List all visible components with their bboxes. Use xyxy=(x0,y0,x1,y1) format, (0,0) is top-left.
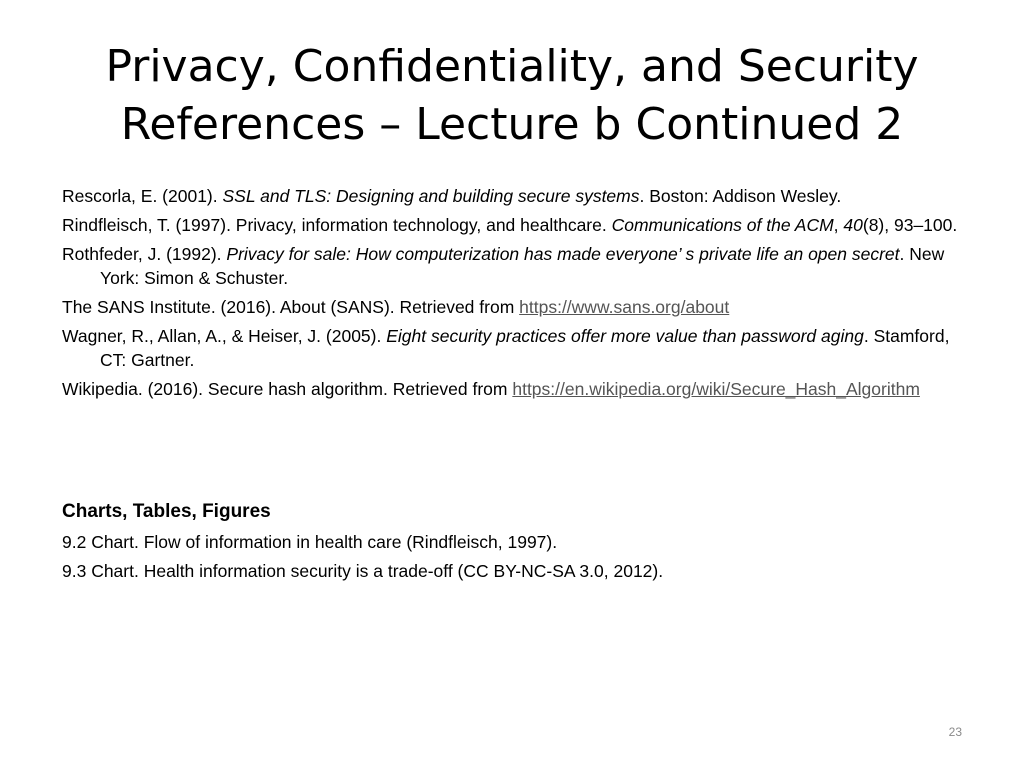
reference-text: , xyxy=(833,215,844,235)
reference-text: Wagner, R., Allan, A., & Heiser, J. (2005). xyxy=(62,326,387,346)
reference-text: . Boston: Addison Wesley. xyxy=(639,186,842,206)
reference-item-rothfeder xyxy=(62,242,967,290)
reference-text: The SANS Institute. (2016). About (SANS). Retrieved from xyxy=(62,297,520,317)
reference-item-rindfleisch xyxy=(62,213,967,237)
figures-section xyxy=(62,500,967,588)
reference-text: Wikipedia. (2016). Secure hash algorithm. Retrieved from xyxy=(62,379,513,399)
reference-text: Rothfeder, J. (1992). xyxy=(62,244,227,264)
reference-journal: Communications of the ACM xyxy=(611,215,834,235)
reference-item-wikipedia xyxy=(62,377,967,401)
reference-title: Eight security practices offer more value than password aging xyxy=(386,326,864,346)
reference-title: Privacy for sale: How computerization has made everyone’ s private life an open secret xyxy=(226,244,900,264)
reference-item-sans xyxy=(62,295,967,319)
reference-volume: 40 xyxy=(843,215,863,235)
slide-title-line-2: References – Lecture b Continued 2 xyxy=(120,99,904,150)
figure-item: 9.2 Chart. Flow of information in health care (Rindfleisch, 1997). xyxy=(62,532,558,552)
reference-text: Rindfleisch, T. (1997). Privacy, information technology, and healthcare. xyxy=(62,215,612,235)
wikipedia-sha-link[interactable]: https://en.wikipedia.org/wiki/Secure_Hash_Algorithm xyxy=(512,379,920,399)
reference-title: SSL and TLS: Designing and building secure systems xyxy=(222,186,640,206)
page-number: 23 xyxy=(948,725,962,739)
reference-text: . New York: Simon & Schuster. xyxy=(100,244,945,288)
sans-about-link[interactable]: https://www.sans.org/about xyxy=(519,297,730,317)
figure-item: 9.3 Chart. Health information security is a trade-off (CC BY-NC-SA 3.0, 2012). xyxy=(62,561,664,581)
figures-heading: Charts, Tables, Figures xyxy=(62,501,271,522)
slide-title xyxy=(0,38,1024,154)
reference-text: (8), 93–100. xyxy=(862,215,958,235)
reference-item-wagner xyxy=(62,324,967,372)
reference-item-rescorla xyxy=(62,184,967,208)
reference-text: . Stamford, CT: Gartner. xyxy=(100,326,950,370)
slide-title-line-1: Privacy, Confidentiality, and Security xyxy=(105,41,919,92)
reference-text: Rescorla, E. (2001). xyxy=(62,186,223,206)
reference-list xyxy=(62,184,967,406)
